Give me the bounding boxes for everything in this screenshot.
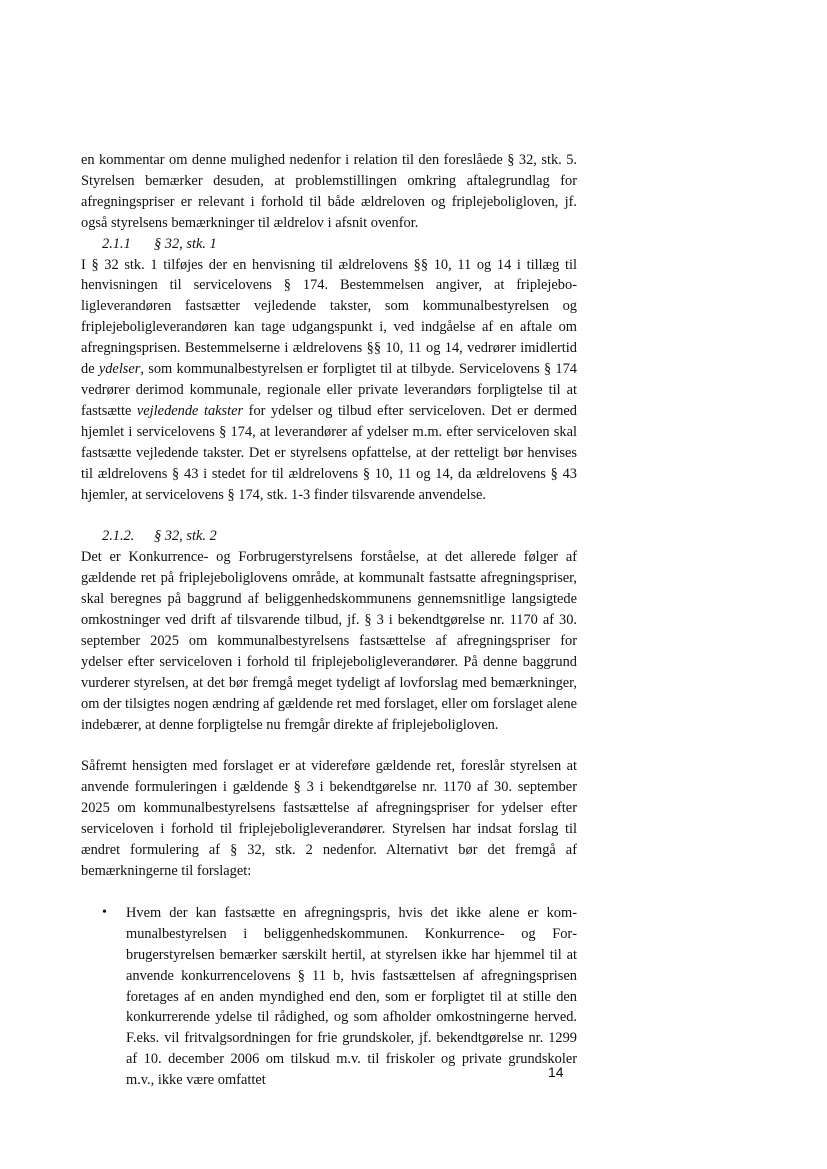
italic-term-vejledende-takster: vejledende takster	[136, 402, 244, 419]
page-number: 14	[548, 1064, 564, 1080]
italic-term-ydelser: ydelser	[98, 361, 141, 378]
intro-paragraph: en kommentar om denne mulighed nedenfor i relation til den foreslåede § 32, stk. 5. Styrelsen bemærker desuden, at problemstillingen omkring aftalegrundlag for afregningspriser er relevant i forhold til både ældreloven og friplejeboligloven, jf. også styrelsens bemærkninger til ældrelov i afsnit ovenfor.	[81, 152, 577, 231]
list-item-text: Hvem der kan fastsætte en afregningspris, hvis det ikke alene er kommunalbestyrelsen i beliggenhedskommunen. Konkurrence- og Forbrugerstyrelsen bemærker særskilt hertil, at styrelsen ikke har hjemmel til at anvende konkurrencelovens § 11 b, hvis fastsættelsen af afregningsprisen foretages af en anden myndighed end den, som er forpligtet til at stille den konkurrerende ydelse til rådighed, og som afholder omkostningerne herved. F.eks. vil fritvalgsordningen for frie grundskoler, jf. bekendtgørelse nr. 1299 af 10. december 2006 om tilskud m.v. til friskoler og private grundskoler m.v., ikke være omfattet	[126, 904, 577, 1089]
section-body-2-1-1	[81, 255, 577, 506]
section-title: § 32, stk. 1	[154, 235, 217, 252]
list-item	[81, 903, 577, 1091]
bullet-icon: •	[102, 904, 107, 920]
body-text: I § 32 stk. 1 tilføjes der en henvisning til ældrelovens §§ 10, 11 og 14 i tillæg til henvisningen til servicelovens § 174. Bestemmelsen angiver, at friplejeboligleverandøren fastsætter vejledende takster, som kommunalbestyrelsen og friplejeboligleverandøren kan tage udgangspunkt i, ved indgåelse af en aftale om afregningsprisen. Bestemmelserne i ældrelovens §§ 10, 11 og 14, vedrører imidlertid de	[81, 256, 577, 378]
section-title: § 32, stk. 2	[154, 528, 217, 545]
section-body-2-1-2-continued: Såfremt hensigten med forslaget er at videreføre gældende ret, foreslår styrelsen at anvende formuleringen i gældende § 3 i bekendtgørelse nr. 1170 af 30. september 2025 om kommunalbestyrelsens fastsættelse af afregningspriser for ydelser efter serviceloven i forhold til friplejeboligleverandører. Styrelsen har indsat forslag til ændret formulering af § 32, stk. 2 nedenfor. Alternativt bør det fremgå af bemærkningerne til forslaget:	[81, 758, 577, 879]
body-text: , som kommunalbestyrelsen er forpligtet til at tilbyde. Servicelovens § 174 vedrører derimod kommunale, regionale eller private leverandørs forpligtelse til at fastsætte	[81, 361, 577, 419]
section-heading-2-1-2	[81, 526, 577, 547]
section-number: 2.1.1	[102, 235, 131, 252]
bullet-list	[81, 903, 577, 1091]
section-body-2-1-2: Det er Konkurrence- og Forbrugerstyrelsens forståelse, at det allerede følger af gældende ret på friplejeboliglovens område, at kommunalt fastsatte afregningspriser, skal beregnes på baggrund af beliggenhedskommunens gennemsnitlige langsigtede omkostninger ved drift af tilsvarende tilbud, jf. § 3 i bekendtgørelse nr. 1170 af 30. september 2025 om kommunalbestyrelsens fastsættelse af afregningspriser for ydelser efter serviceloven i forhold til friplejeboligleverandører. På denne baggrund vurderer styrelsen, at det bør fremgå meget tydeligt af lovforslag med bemærkninger, om der tilsigtes nogen ændring af gældende ret med forslaget, eller om forslaget alene indebærer, at denne forpligtelse nu fremgår direkte af friplejeboligloven.	[81, 549, 577, 733]
section-number: 2.1.2.	[102, 528, 135, 545]
section-heading-2-1-1	[81, 234, 577, 255]
body-text: for ydelser og tilbud efter serviceloven. Det er dermed hjemlet i servicelovens § 174, at leverandører af ydelser m.m. efter serviceloven skal fastsætte vejledende takster. Det er styrelsens opfattelse, at der retteligt bør henvises til ældrelovens § 43 i stedet for til ældrelovens § 10, 11 og 14, da ældrelovens § 43 hjemler, at servicelovens § 174, stk. 1-3 finder tilsvarende anvendelse.	[81, 402, 577, 503]
page-body	[81, 150, 577, 1091]
